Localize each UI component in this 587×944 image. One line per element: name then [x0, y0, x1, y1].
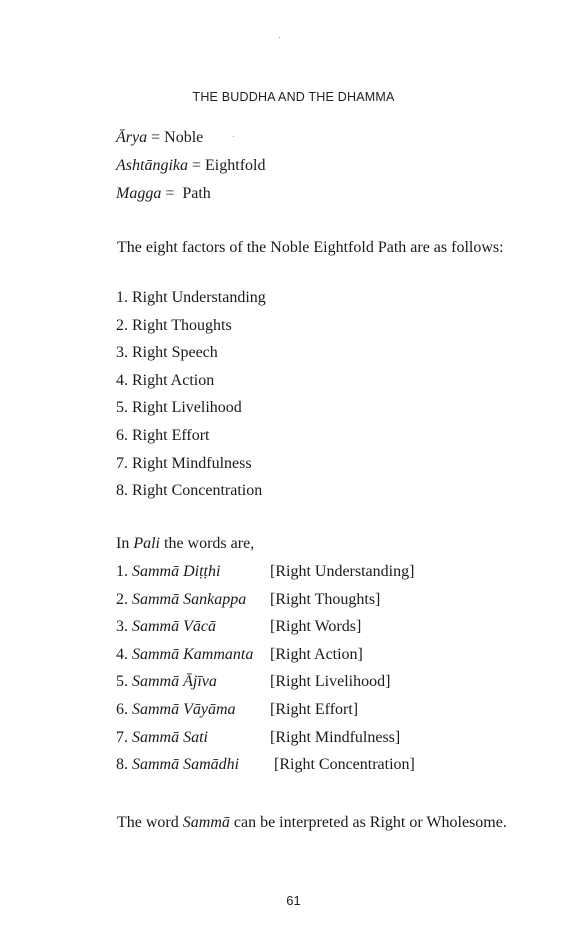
pali-term-number: 8. [116, 756, 132, 774]
eightfold-factors-list [116, 284, 266, 505]
pali-term: Sammā Ājīva [132, 673, 217, 691]
pali-term: Sammā Sankappa [132, 590, 247, 608]
pali-term-number: 5. [116, 673, 132, 691]
definition-meaning: Path [182, 185, 211, 202]
pali-term: Sammā Samādhi [132, 756, 240, 774]
scan-speck [279, 37, 280, 38]
definition-term: Ārya [116, 129, 148, 146]
pali-term: Sammā Diṭṭhi [132, 563, 221, 580]
pali-term-number: 2. [116, 590, 132, 608]
pali-term-number: 7. [116, 728, 132, 746]
pali-term-row [116, 670, 415, 698]
definition-meaning: Noble [164, 129, 204, 146]
pali-term-meaning: [Right Mindfulness] [270, 728, 401, 746]
pali-term-meaning: [Right Livelihood] [270, 673, 391, 691]
pali-terms-list [116, 560, 415, 781]
factor-item: 8. Right Concentration [116, 482, 263, 500]
pali-term-row [116, 588, 415, 616]
definitions-list [116, 124, 265, 208]
pali-term-row [116, 726, 415, 754]
pali-term-meaning: [Right Action] [270, 645, 363, 663]
pali-term-row [116, 643, 415, 671]
intro-paragraph-text: The eight factors of the Noble Eightfold Path are as follows: [117, 239, 504, 256]
pali-term-meaning: [Right Concentration] [274, 756, 415, 774]
pali-term-row [116, 753, 415, 781]
samma-word: Sammā [182, 814, 230, 831]
definition-separator: = [188, 157, 206, 174]
pali-term-row [116, 698, 415, 726]
definition-term: Ashtāngika [116, 157, 188, 174]
factor-item: 3. Right Speech [116, 344, 218, 362]
pali-term-meaning: [Right Words] [270, 618, 362, 636]
factor-item: 2. Right Thoughts [116, 316, 232, 334]
pali-intro-after: the words are, [160, 535, 255, 552]
pali-word: Pali [133, 535, 160, 552]
closing-paragraph [83, 812, 519, 834]
pali-term-number: 1. [116, 563, 132, 580]
definition-row [116, 180, 265, 208]
factor-item: 5. Right Livelihood [116, 399, 242, 417]
running-header: THE BUDDHA AND THE DHAMMA [192, 90, 395, 104]
pali-term-row [116, 615, 415, 643]
pali-term-row [116, 560, 415, 588]
pali-term: Sammā Sati [132, 728, 208, 746]
pali-term-number: 3. [116, 618, 132, 636]
definition-row [116, 124, 265, 152]
pali-term-number: 6. [116, 700, 132, 718]
definition-term: Magga [116, 185, 162, 202]
definition-row [116, 152, 265, 180]
pali-intro-before: In [116, 535, 134, 552]
definition-separator: = [147, 129, 165, 146]
factor-item: 4. Right Action [116, 371, 215, 389]
pali-intro [116, 533, 254, 555]
definition-separator: = [161, 185, 183, 202]
intro-paragraph [83, 237, 519, 258]
pali-term: Sammā Vācā [132, 618, 216, 636]
pali-term: Sammā Vāyāma [132, 700, 236, 718]
pali-term-meaning: [Right Understanding] [270, 563, 415, 580]
factor-item: 7. Right Mindfulness [116, 454, 252, 472]
closing-after: can be interpreted as Right or Wholesome. [229, 814, 507, 831]
pali-term-meaning: [Right Effort] [270, 700, 359, 718]
pali-term-meaning: [Right Thoughts] [270, 590, 381, 608]
page-number: 61 [286, 893, 301, 908]
factor-item: 6. Right Effort [116, 426, 210, 444]
definition-meaning: Eightfold [205, 157, 266, 174]
pali-term: Sammā Kammanta [132, 645, 254, 663]
pali-term-number: 4. [116, 645, 132, 663]
closing-before: The word [117, 814, 183, 831]
factor-item: 1. Right Understanding [116, 289, 266, 306]
